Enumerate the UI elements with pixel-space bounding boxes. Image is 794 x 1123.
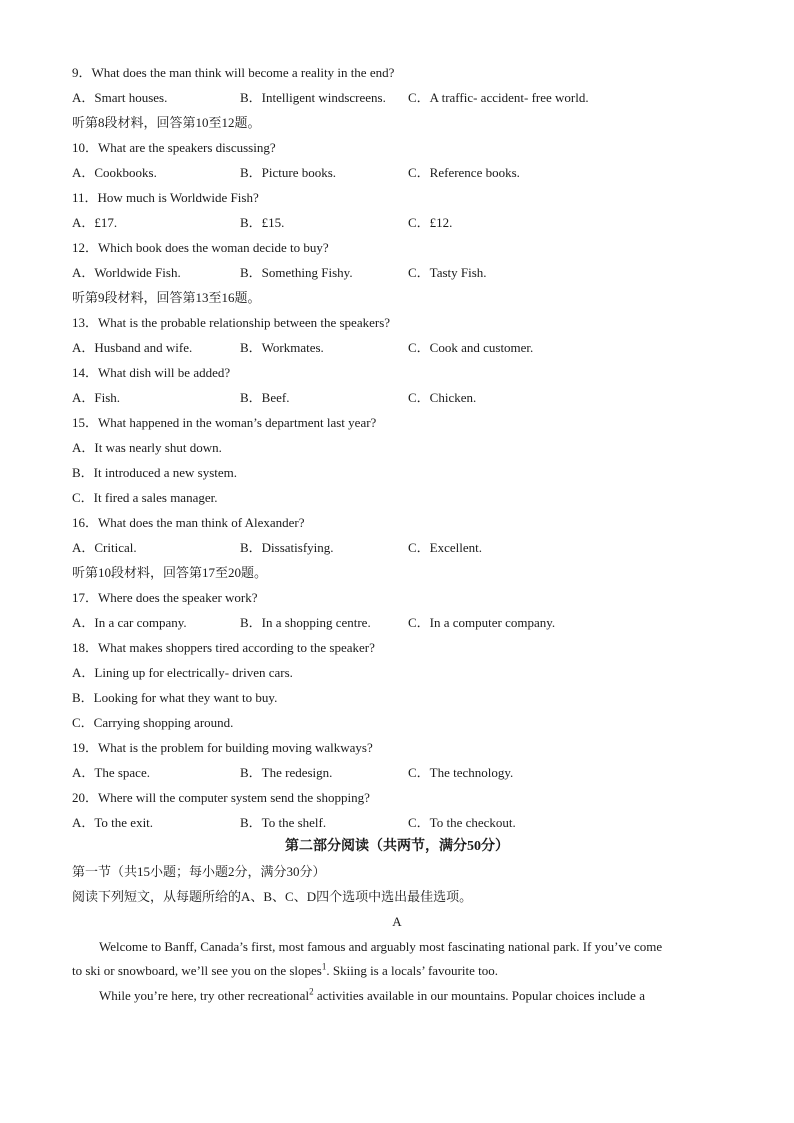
option-b: B．Intelligent windscreens. (240, 90, 386, 105)
option-b: B．To the shelf. (240, 815, 327, 830)
option-c: C．Reference books. (408, 165, 520, 180)
option-b: B．Picture books. (240, 165, 337, 180)
footnote-marker: 2 (309, 986, 314, 997)
option-a: A．Husband and wife. (72, 340, 193, 355)
footnote-marker: 1 (321, 961, 327, 972)
reading-instruction: 阅读下列短文，从每题所给的A、B、C、D四个选项中选出最佳选项。 (72, 889, 473, 904)
question-line: A．Lining up for electrically- driven cars. (72, 665, 293, 680)
option-a: A．Smart houses. (72, 90, 168, 105)
option-a: A．Worldwide Fish. (72, 265, 181, 280)
option-a: A．Cookbooks. (72, 165, 157, 180)
question-line: 12．Which book does the woman decide to buy? (72, 240, 329, 255)
passage-text: While you’re here, try other recreational (99, 988, 310, 1003)
question-line: 14．What dish will be added? (72, 365, 231, 380)
passage-paragraph-1-line-2 (72, 962, 722, 980)
option-a: A．Fish. (72, 390, 121, 405)
passage-label: A (392, 914, 402, 929)
question-line: 15．What happened in the woman’s department last year? (72, 415, 377, 430)
question-line: 听第8段材料，回答第10至12题。 (72, 115, 261, 130)
question-line: 10．What are the speakers discussing? (72, 140, 276, 155)
question-line: 11．How much is Worldwide Fish? (72, 190, 259, 205)
question-line: A．It was nearly shut down. (72, 440, 222, 455)
option-a: A．In a car company. (72, 615, 187, 630)
option-a: A．The space. (72, 765, 150, 780)
question-line: 13．What is the probable relationship between the speakers? (72, 315, 391, 330)
option-c: C．Cook and customer. (408, 340, 534, 355)
option-c: C．To the checkout. (408, 815, 516, 830)
passage-paragraph-2-line-1 (99, 987, 749, 1005)
option-c: C．Excellent. (408, 540, 483, 555)
passage-paragraph-1-line-1: Welcome to Banff, Canada’s first, most famous and arguably most fascinating national park. If you’ve come (99, 939, 663, 954)
question-line: C．It fired a sales manager. (72, 490, 218, 505)
question-line: 9．What does the man think will become a reality in the end? (72, 65, 395, 80)
option-b: B．The redesign. (240, 765, 333, 780)
option-b: B．Workmates. (240, 340, 324, 355)
question-line: 18．What makes shoppers tired according to the speaker? (72, 640, 375, 655)
option-c: C．£12. (408, 215, 453, 230)
question-line: 17．Where does the speaker work? (72, 590, 258, 605)
option-a: A．£17. (72, 215, 118, 230)
option-c: C．Tasty Fish. (408, 265, 487, 280)
option-b: B．In a shopping centre. (240, 615, 371, 630)
option-c: C．Chicken. (408, 390, 477, 405)
option-b: B．Dissatisfying. (240, 540, 334, 555)
option-b: B．Beef. (240, 390, 290, 405)
option-c: C．The technology. (408, 765, 514, 780)
question-line: C．Carrying shopping around. (72, 715, 234, 730)
passage-text: to ski or snowboard, we’ll see you on the slopes (72, 963, 322, 978)
passage-text: . Skiing is a locals’ favourite too. (326, 963, 498, 978)
option-a: A．To the exit. (72, 815, 154, 830)
option-b: B．£15. (240, 215, 285, 230)
option-c: C．In a computer company. (408, 615, 556, 630)
question-line: 16．What does the man think of Alexander? (72, 515, 305, 530)
option-a: A．Critical. (72, 540, 137, 555)
option-c: C．A traffic- accident- free world. (408, 90, 589, 105)
question-line: B．Looking for what they want to buy. (72, 690, 278, 705)
question-line: 20．Where will the computer system send the shopping? (72, 790, 370, 805)
question-line: 听第9段材料，回答第13至16题。 (72, 290, 261, 305)
section-title: 第二部分阅读（共两节，满分50分） (285, 839, 509, 854)
section-subtitle: 第一节（共15小题；每小题2分，满分30分） (72, 864, 326, 879)
question-line: 听第10段材料，回答第17至20题。 (72, 565, 268, 580)
question-line: 19．What is the problem for building moving walkways? (72, 740, 373, 755)
option-b: B．Something Fishy. (240, 265, 353, 280)
passage-text: activities available in our mountains. Popular choices include a (313, 988, 645, 1003)
question-line: B．It introduced a new system. (72, 465, 237, 480)
